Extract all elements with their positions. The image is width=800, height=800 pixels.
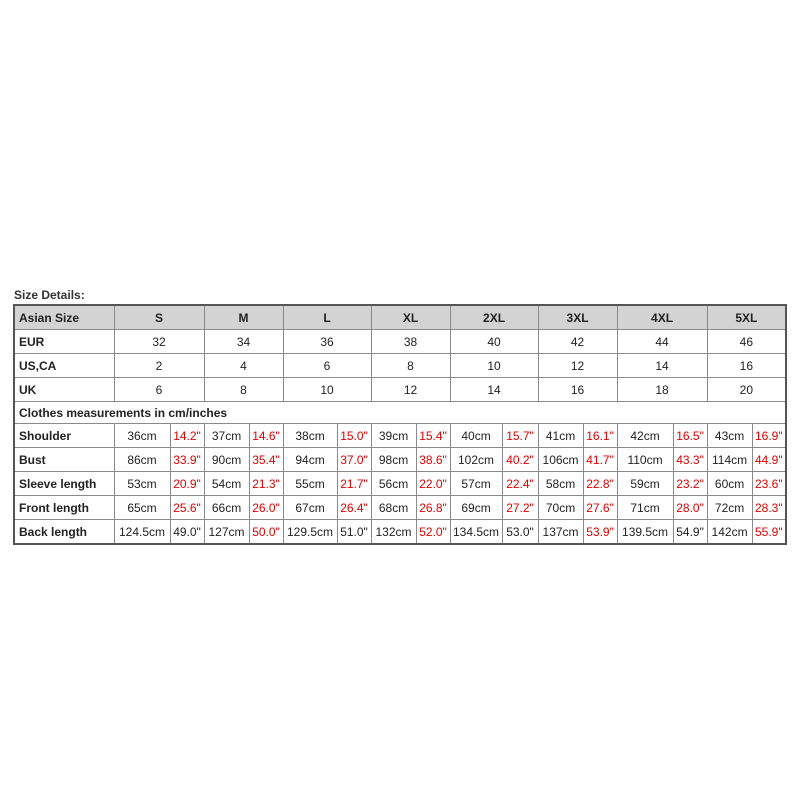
size-header-l: L <box>283 305 371 330</box>
measurement-cm-value: 106cm <box>538 448 583 472</box>
conversion-value: 6 <box>114 378 204 402</box>
measurement-cm-value: 39cm <box>371 424 416 448</box>
measurement-cm-value: 66cm <box>204 496 249 520</box>
measurement-inch-value: 15.4" <box>416 424 450 448</box>
measurement-inch-value: 41.7" <box>583 448 617 472</box>
measurement-cm-value: 53cm <box>114 472 170 496</box>
measurement-cm-value: 98cm <box>371 448 416 472</box>
measurement-inch-value: 23.6" <box>752 472 786 496</box>
measurement-inch-value: 25.6" <box>170 496 204 520</box>
measurement-cm-value: 110cm <box>617 448 673 472</box>
measurement-inch-value: 33.9" <box>170 448 204 472</box>
conversion-label: US,CA <box>14 354 114 378</box>
measurement-inch-value: 38.6" <box>416 448 450 472</box>
conversion-value: 2 <box>114 354 204 378</box>
measurement-inch-value: 22.4" <box>502 472 538 496</box>
measurement-cm-value: 59cm <box>617 472 673 496</box>
conversion-value: 46 <box>707 330 786 354</box>
measurement-cm-value: 94cm <box>283 448 337 472</box>
conversion-label: EUR <box>14 330 114 354</box>
measurement-cm-value: 41cm <box>538 424 583 448</box>
measurement-inch-value: 26.4" <box>337 496 371 520</box>
measurement-inch-value: 14.6" <box>249 424 283 448</box>
measurement-label: Shoulder <box>14 424 114 448</box>
size-details-title: Size Details: <box>14 288 85 302</box>
conversion-label: UK <box>14 378 114 402</box>
measurement-cm-value: 40cm <box>450 424 502 448</box>
conversion-value: 12 <box>538 354 617 378</box>
conversion-value: 4 <box>204 354 283 378</box>
measurement-cm-value: 102cm <box>450 448 502 472</box>
size-header-m: M <box>204 305 283 330</box>
measurement-cm-value: 70cm <box>538 496 583 520</box>
conversion-value: 38 <box>371 330 450 354</box>
measurement-cm-value: 42cm <box>617 424 673 448</box>
measurement-cm-value: 139.5cm <box>617 520 673 545</box>
measurement-inch-value: 27.2" <box>502 496 538 520</box>
measurement-inch-value: 16.5" <box>673 424 707 448</box>
measurements-section-title: Clothes measurements in cm/inches <box>14 402 786 424</box>
measurement-inch-value: 15.7" <box>502 424 538 448</box>
measurement-cm-value: 127cm <box>204 520 249 545</box>
size-header-2xl: 2XL <box>450 305 538 330</box>
measurement-cm-value: 65cm <box>114 496 170 520</box>
conversion-value: 8 <box>204 378 283 402</box>
measurement-inch-value: 26.8" <box>416 496 450 520</box>
measurement-inch-value: 22.8" <box>583 472 617 496</box>
measurement-row <box>14 424 786 448</box>
conversion-row <box>14 330 786 354</box>
conversion-value: 34 <box>204 330 283 354</box>
conversion-value: 18 <box>617 378 707 402</box>
measurement-row <box>14 472 786 496</box>
measurement-inch-value: 43.3" <box>673 448 707 472</box>
conversion-value: 10 <box>283 378 371 402</box>
measurement-inch-value: 26.0" <box>249 496 283 520</box>
size-header-4xl: 4XL <box>617 305 707 330</box>
conversion-value: 36 <box>283 330 371 354</box>
measurement-inch-value: 28.0" <box>673 496 707 520</box>
measurement-inch-value: 23.2" <box>673 472 707 496</box>
measurement-cm-value: 129.5cm <box>283 520 337 545</box>
conversion-value: 32 <box>114 330 204 354</box>
measurement-cm-value: 72cm <box>707 496 752 520</box>
measurement-inch-value: 14.2" <box>170 424 204 448</box>
measurement-cm-value: 137cm <box>538 520 583 545</box>
size-header-row <box>14 305 786 330</box>
measurement-cm-value: 132cm <box>371 520 416 545</box>
measurement-cm-value: 86cm <box>114 448 170 472</box>
measurement-cm-value: 67cm <box>283 496 337 520</box>
measurement-row <box>14 520 786 545</box>
measurement-row <box>14 496 786 520</box>
measurement-cm-value: 37cm <box>204 424 249 448</box>
measurement-cm-value: 71cm <box>617 496 673 520</box>
asian-size-label: Asian Size <box>14 305 114 330</box>
conversion-value: 40 <box>450 330 538 354</box>
measurement-inch-value: 20.9" <box>170 472 204 496</box>
size-header-5xl: 5XL <box>707 305 786 330</box>
conversion-value: 10 <box>450 354 538 378</box>
conversion-value: 12 <box>371 378 450 402</box>
measurement-label: Sleeve length <box>14 472 114 496</box>
measurements-section-row <box>14 402 786 424</box>
size-chart-table <box>13 304 787 545</box>
measurement-cm-value: 124.5cm <box>114 520 170 545</box>
conversion-value: 20 <box>707 378 786 402</box>
conversion-value: 16 <box>707 354 786 378</box>
conversion-value: 6 <box>283 354 371 378</box>
measurement-inch-value: 55.9" <box>752 520 786 545</box>
conversion-value: 42 <box>538 330 617 354</box>
conversion-value: 8 <box>371 354 450 378</box>
measurement-inch-value: 21.7" <box>337 472 371 496</box>
measurement-row <box>14 448 786 472</box>
measurement-inch-value: 16.1" <box>583 424 617 448</box>
size-header-s: S <box>114 305 204 330</box>
conversion-value: 16 <box>538 378 617 402</box>
measurement-inch-value: 52.0" <box>416 520 450 545</box>
measurement-cm-value: 142cm <box>707 520 752 545</box>
measurement-inch-value: 51.0" <box>337 520 371 545</box>
conversion-value: 14 <box>617 354 707 378</box>
size-header-xl: XL <box>371 305 450 330</box>
measurement-cm-value: 68cm <box>371 496 416 520</box>
measurement-label: Bust <box>14 448 114 472</box>
measurement-cm-value: 69cm <box>450 496 502 520</box>
conversion-value: 44 <box>617 330 707 354</box>
conversion-row <box>14 378 786 402</box>
measurement-inch-value: 54.9" <box>673 520 707 545</box>
measurement-label: Back length <box>14 520 114 545</box>
measurement-cm-value: 58cm <box>538 472 583 496</box>
measurement-cm-value: 36cm <box>114 424 170 448</box>
conversion-value: 14 <box>450 378 538 402</box>
measurement-inch-value: 15.0" <box>337 424 371 448</box>
measurement-inch-value: 53.0" <box>502 520 538 545</box>
conversion-row <box>14 354 786 378</box>
measurement-inch-value: 40.2" <box>502 448 538 472</box>
measurement-cm-value: 43cm <box>707 424 752 448</box>
measurement-inch-value: 49.0" <box>170 520 204 545</box>
measurement-cm-value: 56cm <box>371 472 416 496</box>
measurement-inch-value: 21.3" <box>249 472 283 496</box>
measurement-cm-value: 134.5cm <box>450 520 502 545</box>
measurement-inch-value: 22.0" <box>416 472 450 496</box>
measurement-inch-value: 35.4" <box>249 448 283 472</box>
measurement-cm-value: 90cm <box>204 448 249 472</box>
measurement-inch-value: 53.9" <box>583 520 617 545</box>
size-header-3xl: 3XL <box>538 305 617 330</box>
measurement-inch-value: 37.0" <box>337 448 371 472</box>
measurement-inch-value: 27.6" <box>583 496 617 520</box>
measurement-cm-value: 114cm <box>707 448 752 472</box>
measurement-label: Front length <box>14 496 114 520</box>
measurement-cm-value: 55cm <box>283 472 337 496</box>
measurement-cm-value: 60cm <box>707 472 752 496</box>
measurement-inch-value: 44.9" <box>752 448 786 472</box>
measurement-cm-value: 54cm <box>204 472 249 496</box>
measurement-cm-value: 57cm <box>450 472 502 496</box>
measurement-inch-value: 28.3" <box>752 496 786 520</box>
measurement-inch-value: 50.0" <box>249 520 283 545</box>
measurement-inch-value: 16.9" <box>752 424 786 448</box>
measurement-cm-value: 38cm <box>283 424 337 448</box>
